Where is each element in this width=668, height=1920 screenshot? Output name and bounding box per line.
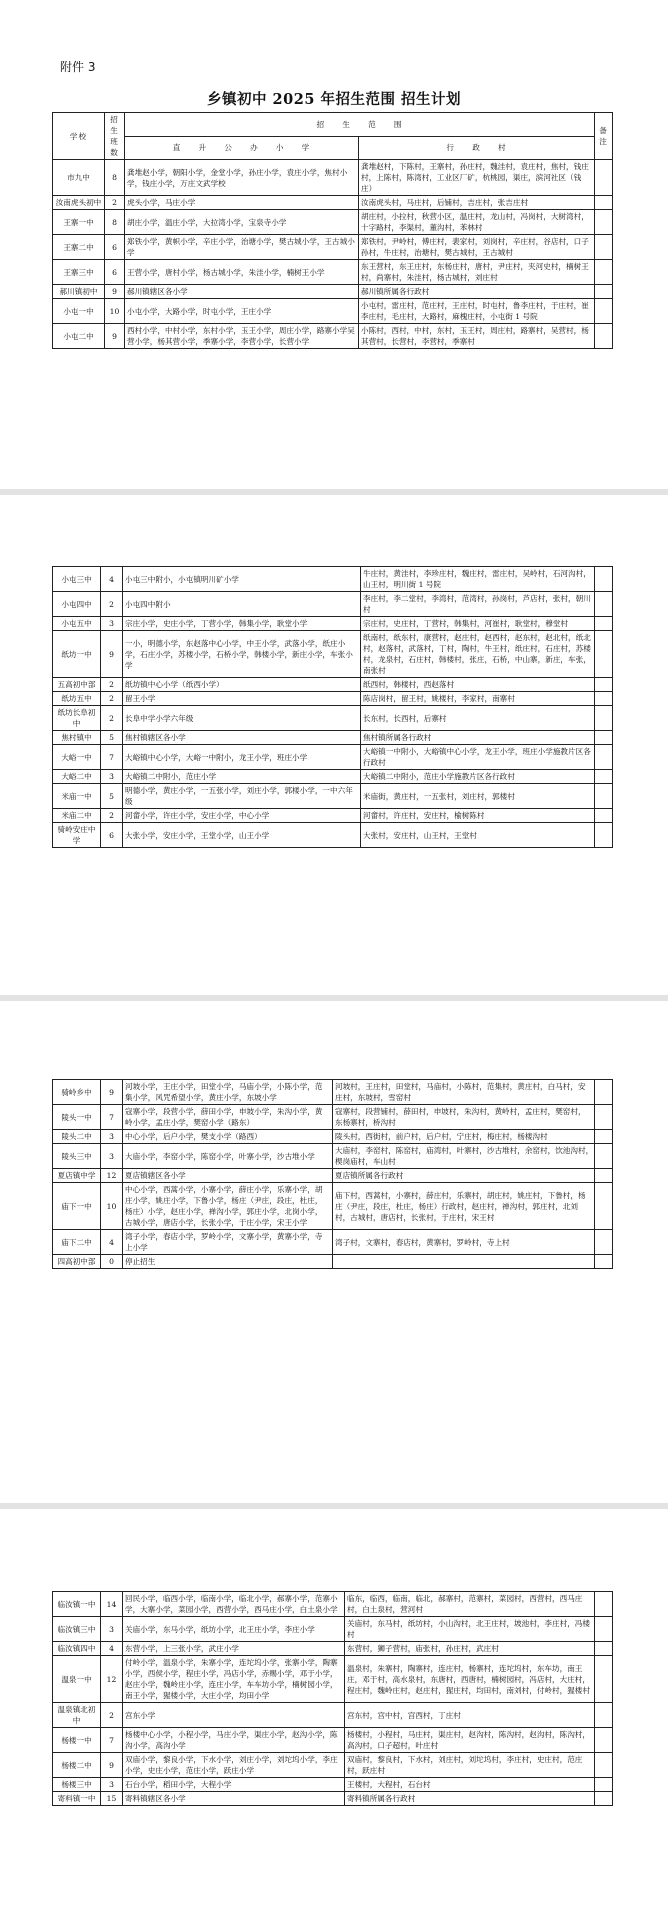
remark-cell: [595, 678, 613, 692]
admin-villages: 夏店镇所属各行政村: [333, 1169, 595, 1183]
school-name: 临汝镇一中: [53, 1592, 101, 1617]
class-count: 12: [101, 1656, 123, 1703]
school-name: 纸坊一中: [53, 631, 101, 678]
admin-villages: 陈店岗村，留王村，姚楼村，李家村，南寨村: [361, 692, 595, 706]
class-count: 5: [101, 731, 123, 745]
table-row: [53, 160, 613, 196]
admin-villages: 胡庄村，小拉村，秋营小区，温庄村，龙山村，冯岗村，大树湾村，十字路村，李渠村，董沟村，苯林村: [359, 210, 595, 235]
col-remark-header: 备注: [595, 113, 613, 160]
class-count: 6: [105, 235, 125, 260]
remark-cell: [595, 285, 613, 299]
school-name: 王寨二中: [53, 235, 105, 260]
table-row: [53, 324, 613, 349]
table-row: [53, 706, 613, 731]
class-count: 0: [101, 1255, 123, 1269]
plan-table-2: [52, 566, 613, 848]
class-count: 2: [101, 706, 123, 731]
table-row: [53, 1183, 613, 1230]
class-count: 12: [101, 1169, 123, 1183]
primary-schools: 回民小学，临西小学，临南小学，临北小学，郝寨小学，范寨小学，大寨小学，菜园小学，西营小学，西马庄小学，白土泉小学: [123, 1592, 345, 1617]
primary-schools: 寇寨小学，段营小学，薛田小学，申坡小学，朱沟小学，黄岭小学，孟庄小学，樊窑小学（路东）: [123, 1105, 333, 1130]
remark-cell: [595, 235, 613, 260]
primary-schools: 小屯小学，大路小学，时屯小学，王庄小学: [125, 299, 359, 324]
school-name: 杨楼二中: [53, 1753, 101, 1778]
primary-schools: 中心小学，后户小学，樊支小学（路西）: [123, 1130, 333, 1144]
primary-schools: 双庙小学，黎良小学，下水小学，刘庄小学，刘坨坞小学，李庄小学，史庄小学，范庄小学，跃庄小学: [123, 1753, 345, 1778]
table-row: [53, 1169, 613, 1183]
remark-cell: [595, 260, 613, 285]
remark-cell: [595, 299, 613, 324]
class-count: 2: [101, 592, 123, 617]
plan-table-3: [52, 1079, 613, 1269]
school-name: 大峪二中: [53, 770, 101, 784]
document-page-3: [0, 1001, 668, 1501]
class-count: 3: [101, 617, 123, 631]
table-row: [53, 1080, 613, 1105]
table-row: [53, 1778, 613, 1792]
remark-cell: [595, 1144, 613, 1169]
primary-schools: 大庙小学，李窑小学，陈窑小学，叶寨小学，沙古堆小学: [123, 1144, 333, 1169]
remark-cell: [595, 1778, 613, 1792]
primary-schools: 东营小学，上三张小学，武庄小学: [123, 1642, 345, 1656]
table-row: [53, 809, 613, 823]
class-count: 4: [101, 567, 123, 592]
school-name: 临汝镇四中: [53, 1642, 101, 1656]
primary-schools: 石台小学，稻田小学，大程小学: [123, 1778, 345, 1792]
document-page-2: [0, 495, 668, 995]
table-row: [53, 285, 613, 299]
class-count: 7: [101, 745, 123, 770]
admin-villages: 宫东村，宫中村，宫西村，丁庄村: [345, 1703, 595, 1728]
remark-cell: [595, 617, 613, 631]
admin-villages: 河坡村，王庄村，田堂村，马庙村，小陈村，范集村，黄庄村，白马村，安庄村，东坡村，雪窑村: [333, 1080, 595, 1105]
class-count: 8: [105, 210, 125, 235]
admin-villages: 大庙村，李窑村，陈窑村，庙湾村，叶寨村，沙古堆村，余窑村，饮池沟村， 楔岗庙村，车山村: [333, 1144, 595, 1169]
page-title: 乡镇初中 2025 年招生范围 招生计划: [207, 91, 461, 108]
primary-schools: 寄料镇辖区各小学: [123, 1792, 345, 1806]
admin-villages: 庙下村，西蒿村，小寨村，薛庄村，乐寨村，胡庄村，姚庄村，下鲁村，杨庄（尹庄，段庄，杜庄，杨庄）行政村，赵庄村，禅沟村，郭庄村，北刘村，古城村，唐店村，长张村，于庄村，宋王村: [333, 1183, 595, 1230]
school-name: 汝南虎头初中: [53, 196, 105, 210]
remark-cell: [595, 1183, 613, 1230]
remark-cell: [595, 324, 613, 349]
table-row: [53, 1656, 613, 1703]
remark-cell: [595, 210, 613, 235]
admin-villages: 大峪镇一中附小，大峪镇中心小学，龙王小学，班庄小学施教片区各行政村: [361, 745, 595, 770]
table-row: [53, 1592, 613, 1617]
school-name: 四高初中部: [53, 1255, 101, 1269]
school-name: 五高初中部: [53, 678, 101, 692]
primary-schools: 宫东小学: [123, 1703, 345, 1728]
admin-villages: 汝南虎头村，马庄村，后铺村，吉庄村，张吉庄村: [359, 196, 595, 210]
table-row: [53, 210, 613, 235]
admin-villages: 宗庄村，史庄村，丁营村，韩集村，河崔村，耿堂村，穆堂村: [361, 617, 595, 631]
table-row: [53, 1105, 613, 1130]
school-name: 温泉一中: [53, 1656, 101, 1703]
remark-cell: [595, 1728, 613, 1753]
remark-cell: [595, 809, 613, 823]
remark-cell: [595, 692, 613, 706]
class-count: 2: [105, 196, 125, 210]
primary-schools: 小屯三中附小，小屯镇明川矿小学: [123, 567, 361, 592]
admin-villages: 杨楼村，小程村，马庄村，渠庄村，赵沟村，陈沟村，赵沟村，陈沟村，高沟村，口子超村，叶庄村: [345, 1728, 595, 1753]
remark-cell: [595, 784, 613, 809]
remark-cell: [595, 1592, 613, 1617]
class-count: 3: [101, 1617, 123, 1642]
table-row: [53, 1728, 613, 1753]
col-primary-header: 直 升 公 办 小 学: [125, 136, 359, 160]
school-name: 小屯二中: [53, 324, 105, 349]
class-count: 2: [101, 692, 123, 706]
table-row: [53, 567, 613, 592]
primary-schools: 郝川镇辖区各小学: [125, 285, 359, 299]
school-name: 郝川镇初中: [53, 285, 105, 299]
class-count: 9: [101, 1753, 123, 1778]
class-count: 7: [101, 1105, 123, 1130]
school-name: 王寨一中: [53, 210, 105, 235]
plan-table-1: [52, 112, 613, 349]
class-count: 9: [105, 324, 125, 349]
primary-schools: 停止招生: [123, 1255, 333, 1269]
document-page-1: [0, 0, 668, 488]
primary-schools: 杨楼中心小学，小程小学，马庄小学，渠庄小学，赵沟小学，陈沟小学，高沟小学: [123, 1728, 345, 1753]
admin-villages: 郝川镇所属各行政村: [359, 285, 595, 299]
class-count: 7: [101, 1728, 123, 1753]
table-row: [53, 631, 613, 678]
class-count: 9: [105, 285, 125, 299]
admin-villages: 寄料镇所属各行政村: [345, 1792, 595, 1806]
remark-cell: [595, 1130, 613, 1144]
admin-villages: [333, 1255, 595, 1269]
table-row: [53, 196, 613, 210]
table-row: [53, 731, 613, 745]
table-row: [53, 1792, 613, 1806]
class-count: 6: [101, 823, 123, 848]
school-name: 纸坊五中: [53, 692, 101, 706]
admin-villages: 焦村镇所属各行政村: [361, 731, 595, 745]
table-row: [53, 1753, 613, 1778]
primary-schools: 湾子小学，春店小学，罗岭小学，文寨小学，黄寨小学，寺上小学: [123, 1230, 333, 1255]
remark-cell: [595, 567, 613, 592]
table-row: [53, 617, 613, 631]
class-count: 8: [105, 160, 125, 196]
admin-villages: 郑铁村，尹岭村，傅庄村，裴家村，刘岗村，辛庄村，谷店村，口子孙村，牛庄村，治塘村，樊古城村，王古城村: [359, 235, 595, 260]
admin-villages: 李庄村，李二堂村，李湾村，范湾村，孙岗村，芦店村，张村，朝川村: [361, 592, 595, 617]
primary-schools: 宗庄小学，史庄小学，丁营小学，韩集小学，耿堂小学: [123, 617, 361, 631]
remark-cell: [595, 1656, 613, 1703]
primary-schools: 郑铁小学，黄帜小学，辛庄小学，治塘小学，樊古城小学，王古城小学: [125, 235, 359, 260]
table-row: [53, 784, 613, 809]
remark-cell: [595, 731, 613, 745]
school-name: 陵头三中: [53, 1144, 101, 1169]
class-count: 2: [101, 809, 123, 823]
class-count: 9: [101, 631, 123, 678]
class-count: 10: [105, 299, 125, 324]
remark-cell: [595, 1230, 613, 1255]
table-row: [53, 1130, 613, 1144]
class-count: 14: [101, 1592, 123, 1617]
remark-cell: [595, 1105, 613, 1130]
remark-cell: [595, 1642, 613, 1656]
admin-villages: 河畲村，许庄村，安庄村，榆树陈村: [361, 809, 595, 823]
plan-table-4: [52, 1591, 613, 1806]
admin-villages: 长东村，长西村，后寨村: [361, 706, 595, 731]
table-row: [53, 823, 613, 848]
admin-villages: 纸西村，韩楼村，西赵落村: [361, 678, 595, 692]
remark-cell: [595, 631, 613, 678]
table-row: [53, 692, 613, 706]
class-count: 4: [101, 1230, 123, 1255]
admin-villages: 温泉村，朱寨村，陶寨村，连庄村，杨寨村，连坨坞村，东车坊，南王庄，邓于村，高水泉村，东唐村，西唐村，楠树园村，冯店村，大庄村，程庄村，魏岭庄村，赵庄村，猩庄村，均田村，南刘村，付岭村，猩楼村: [345, 1656, 595, 1703]
remark-cell: [595, 1255, 613, 1269]
admin-villages: 双庙村，黎良村，下水村，刘庄村，刘坨坞村，李庄村，史庄村，范庄村，跃庄村: [345, 1753, 595, 1778]
school-name: 骑岭乡中: [53, 1080, 101, 1105]
school-name: 骑岭安庄中学: [53, 823, 101, 848]
remark-cell: [595, 706, 613, 731]
school-name: 小屯五中: [53, 617, 101, 631]
primary-schools: 焦村镇辖区各小学: [123, 731, 361, 745]
primary-schools: 夏店镇辖区各小学: [123, 1169, 333, 1183]
primary-schools: 小屯四中附小: [123, 592, 361, 617]
admin-villages: 王楼村，大程村，石台村: [345, 1778, 595, 1792]
school-name: 杨楼三中: [53, 1778, 101, 1792]
class-count: 2: [101, 1703, 123, 1728]
primary-schools: 大张小学，安庄小学，王堂小学，山王小学: [123, 823, 361, 848]
school-name: 寄料镇一中: [53, 1792, 101, 1806]
attachment-label: 附件 3: [60, 60, 96, 74]
remark-cell: [595, 1753, 613, 1778]
school-name: 焦村镇中: [53, 731, 101, 745]
admin-villages: 纸南村，纸东村，康营村，赵庄村，赵西村，赵东村，赵北村，纸北村，赵落村，武落村，丁村，陶村，牛王村，纸庄村，石庄村，苏楼村，龙泉村，石庄村，韩楼村，张庄，石桥，中山寨，新庄，车张，南张村: [361, 631, 595, 678]
class-count: 15: [101, 1792, 123, 1806]
primary-schools: 龚堆赵小学，朝阳小学，金堂小学，孙庄小学，袁庄小学，焦村小学，钱庄小学，万庄文武学校: [125, 160, 359, 196]
table-row: [53, 678, 613, 692]
school-name: 陵头二中: [53, 1130, 101, 1144]
primary-schools: 明德小学，黄庄小学，一五张小学，刘庄小学，郭楼小学，一中六年级: [123, 784, 361, 809]
class-count: 3: [101, 1778, 123, 1792]
class-count: 3: [101, 1130, 123, 1144]
table-header-row: [53, 113, 613, 137]
class-count: 5: [101, 784, 123, 809]
primary-schools: 中心小学，西蒿小学，小寨小学，薛庄小学，乐寨小学，胡庄小学，姚庄小学，下鲁小学，杨庄（尹庄，段庄，杜庄，杨庄）小学，赵庄小学，禅沟小学，郭庄小学，北岗小学，古城小学，唐店小学，长张小学，于庄小学，宋王小学: [123, 1183, 333, 1230]
remark-cell: [595, 1617, 613, 1642]
class-count: 10: [101, 1183, 123, 1230]
primary-schools: 付岭小学，温泉小学，朱寨小学，连坨坞小学，张寨小学，陶寨小学，西侯小学，程庄小学，冯店小学，赤赐小学，邓于小学，赵庄小学，魏岭庄小学，连庄小学，车车坊小学，楠树园小学，南王小学，猩楼小学，大庄小学，均田小学: [123, 1656, 345, 1703]
admin-villages: 米庙街，黄庄村，一五张村，刘庄村，郭楼村: [361, 784, 595, 809]
remark-cell: [595, 1080, 613, 1105]
school-name: 杨楼一中: [53, 1728, 101, 1753]
school-name: 米庙一中: [53, 784, 101, 809]
school-name: 纸坊长阜初中: [53, 706, 101, 731]
remark-cell: [595, 1169, 613, 1183]
admin-villages: 龚堆赵村，下陈村，王寨村，孙庄村，魏洼村，袁庄村，焦村，钱庄村，上陈村，陈湾村，工业区厂矿，杭桃园，渠庄，滨河社区（钱庄）: [359, 160, 595, 196]
admin-villages: 东营村，狮子营村，庙张村，孙庄村，武庄村: [345, 1642, 595, 1656]
table-row: [53, 592, 613, 617]
class-count: 2: [101, 678, 123, 692]
school-name: 陵头一中: [53, 1105, 101, 1130]
primary-schools: 虎头小学，马庄小学: [125, 196, 359, 210]
school-name: 小屯一中: [53, 299, 105, 324]
primary-schools: 河畲小学，许庄小学，安庄小学，中心小学: [123, 809, 361, 823]
table-row: [53, 260, 613, 285]
class-count: 4: [101, 1642, 123, 1656]
school-name: 大峪一中: [53, 745, 101, 770]
admin-villages: 寇寨村，段营铺村，薛田村，申坡村，朱沟村，黄岭村，孟庄村，樊窑村，东杨寨村，桥沟村: [333, 1105, 595, 1130]
class-count: 3: [101, 770, 123, 784]
primary-schools: 胡庄小学，温庄小学，大拉湾小学，宝泉寺小学: [125, 210, 359, 235]
class-count: 6: [105, 260, 125, 285]
table-subheader-row: [53, 136, 613, 160]
primary-schools: 纸坊镇中心小学（纸西小学）: [123, 678, 361, 692]
table-row: [53, 1642, 613, 1656]
admin-villages: 大峪镇二中附小，范庄小学施教片区各行政村: [361, 770, 595, 784]
admin-villages: 关庙村，东马村，纸坊村，小山沟村，北王庄村，坡池村，李庄村，冯楼村: [345, 1617, 595, 1642]
table-row: [53, 1255, 613, 1269]
school-name: 夏店镇中学: [53, 1169, 101, 1183]
school-name: 小屯三中: [53, 567, 101, 592]
document-page-4: [0, 1509, 668, 1920]
remark-cell: [595, 745, 613, 770]
remark-cell: [595, 160, 613, 196]
primary-schools: 大峪镇二中附小，范庄小学: [123, 770, 361, 784]
remark-cell: [595, 1792, 613, 1806]
school-name: 庙下二中: [53, 1230, 101, 1255]
col-school-header: 学校: [53, 113, 105, 160]
col-villages-header: 行 政 村: [359, 136, 595, 160]
primary-schools: 大峪镇中心小学，大峪一中附小，龙王小学，班庄小学: [123, 745, 361, 770]
school-name: 临汝镇三中: [53, 1617, 101, 1642]
admin-villages: 陵头村，西街村，前户村，后户村，宁庄村，梅庄村，杨楼沟村: [333, 1130, 595, 1144]
primary-schools: 王营小学，唐村小学，杨古城小学，朱洼小学，楠树王小学: [125, 260, 359, 285]
remark-cell: [595, 770, 613, 784]
admin-villages: 东王营村，东王庄村，东杨庄村，唐村，尹庄村，夹河史村，楠树王村，尚寨村，朱洼村，杨古城村，刘庄村: [359, 260, 595, 285]
admin-villages: 牛庄村，黄洼村，李珍庄村，魏庄村，雷庄村，吴岭村，石河沟村，山王村，明川街 1 号院: [361, 567, 595, 592]
class-count: 9: [101, 1080, 123, 1105]
table-row: [53, 1703, 613, 1728]
primary-schools: 留王小学: [123, 692, 361, 706]
school-name: 市九中: [53, 160, 105, 196]
school-name: 小屯四中: [53, 592, 101, 617]
col-classes-header: 招生班数: [105, 113, 125, 160]
school-name: 王寨三中: [53, 260, 105, 285]
primary-schools: 关庙小学，东马小学，纸坊小学，北王庄小学，李庄小学: [123, 1617, 345, 1642]
table-row: [53, 1144, 613, 1169]
admin-villages: 小陈村，西村，中村，东村，玉王村，周庄村，路寨村，吴营村，杨其营村，长营村，李营村，季寨村: [359, 324, 595, 349]
table-row: [53, 745, 613, 770]
remark-cell: [595, 592, 613, 617]
primary-schools: 一小，明德小学，东赵落中心小学，中王小学，武落小学，纸庄小学，石庄小学，苏楼小学，石桥小学，韩楼小学，新庄小学，车张小学: [123, 631, 361, 678]
table-row: [53, 1230, 613, 1255]
remark-cell: [595, 823, 613, 848]
col-scope-header: 招 生 范 围: [125, 113, 595, 137]
primary-schools: 河坡小学，王庄小学，田堂小学，马庙小学，小陈小学，范集小学，风咒希望小学，黄庄小学，东坡小学: [123, 1080, 333, 1105]
table-row: [53, 235, 613, 260]
school-name: 米庙二中: [53, 809, 101, 823]
table-row: [53, 770, 613, 784]
primary-schools: 西村小学，中村小学，东村小学，玉王小学，周庄小学，路寨小学吴营小学，杨其营小学，季寨小学，李营小学，长营小学: [125, 324, 359, 349]
remark-cell: [595, 1703, 613, 1728]
class-count: 3: [101, 1144, 123, 1169]
admin-villages: 大张村，安庄村，山王村，王堂村: [361, 823, 595, 848]
admin-villages: 临东，临西，临南，临北，郝寨村，范寨村，菜园村，西营村，西马庄村，白土泉村，营河村: [345, 1592, 595, 1617]
table-row: [53, 1617, 613, 1642]
admin-villages: 小屯村，雷庄村，范庄村，王庄村，时屯村，鲁李庄村，于庄村，崔李庄村，毛庄村，大路村，麻槐庄村，小屯街 1 号院: [359, 299, 595, 324]
admin-villages: 湾子村，文寨村，春店村，黄寨村，罗岭村，寺上村: [333, 1230, 595, 1255]
table-row: [53, 299, 613, 324]
school-name: 温泉镇北初中: [53, 1703, 101, 1728]
primary-schools: 长阜中学小学六年级: [123, 706, 361, 731]
remark-cell: [595, 196, 613, 210]
school-name: 庙下一中: [53, 1183, 101, 1230]
